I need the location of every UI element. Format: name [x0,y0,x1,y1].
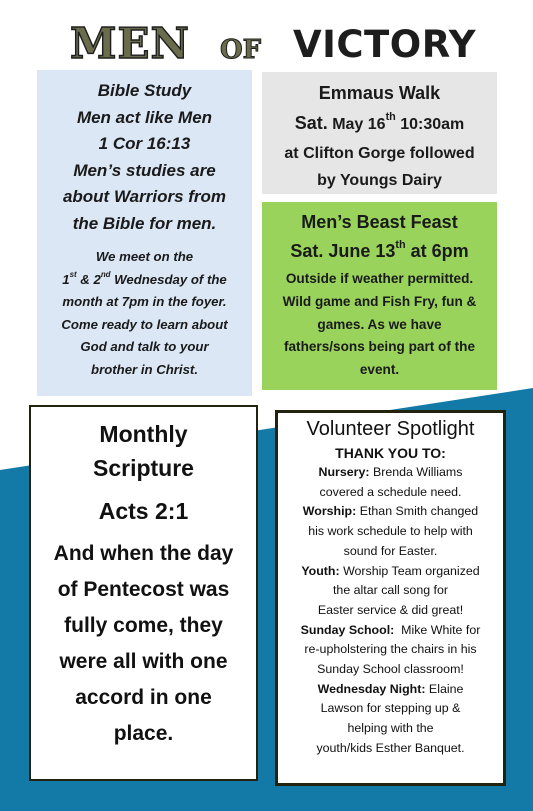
ordinal-suffix: st [69,270,77,280]
volunteer-entry-nursery [278,463,503,502]
volunteer-entry-sunday-school [278,621,503,680]
details-line: God and talk to your [80,339,209,355]
ordinal-suffix: th [385,111,396,124]
bible-study-details [37,246,252,382]
bible-study-title: Bible Study [97,81,192,100]
entry-text: Brenda Williams [369,465,463,479]
verse-line: fully come, they [64,614,223,637]
bible-study-line: Men act like Men [76,107,213,127]
bible-study-line: Men’s studies are [73,160,216,180]
details-line: brother in Christ. [91,361,198,377]
ordinal-suffix: nd [100,270,111,280]
title-victory: VICTORY [293,23,477,66]
bible-study-line: 1 Cor 16:13 [98,134,191,153]
scripture-title: Monthly [99,421,188,447]
ordinal-num: 2 [93,271,101,287]
entry-line: youth/kids Esther Banquet. [316,740,465,755]
details-line: fathers/sons being part of the [283,339,476,355]
feast-time: at 6pm [405,241,469,261]
details-line: Outside if weather permitted. [285,271,474,286]
details-line: Wild game and Fish Fry, fun & [282,293,477,309]
volunteer-entry-worship [278,502,503,561]
entry-line: helping with the [347,721,434,736]
entry-line: sound for Easter. [343,543,438,558]
details-line [37,269,252,292]
ordinal-suffix: th [395,239,406,252]
entry-line: Sunday School classroom! [317,662,464,677]
entry-label: Nursery: [318,465,370,479]
title-of: OF [220,35,262,65]
emmaus-time: 10:30am [395,116,465,133]
entry-text: Worship Team organized [339,563,480,578]
entry-line: covered a schedule need. [319,484,462,499]
details-line: We meet on the [95,249,194,264]
details-line: month at 7pm in the foyer. [62,294,227,310]
entry-line [278,502,503,522]
beast-feast-date [262,237,497,266]
verse-line: place. [113,722,174,745]
entry-line: the altar call song for [332,583,449,598]
scripture-title: Scripture [93,455,194,481]
emmaus-date [262,108,497,140]
page-title [0,18,533,68]
emmaus-walk-box [262,72,497,194]
entry-text: Elaine [425,681,464,696]
entry-line: Easter service & did great! [317,602,464,617]
scripture-verse [31,536,256,752]
feast-date-text: Sat. June 13 [290,241,396,261]
emmaus-location: at Clifton Gorge followed [284,145,475,162]
details-text: Wednesday of the [110,271,227,287]
scripture-reference: Acts 2:1 [98,498,189,524]
verse-line: accord in one [75,686,212,709]
bible-study-line: about Warriors from [62,187,227,206]
beast-feast-details [262,268,497,382]
beast-feast-title: Men’s Beast Feast [301,212,458,232]
volunteer-spotlight-box [275,410,506,786]
entry-label: Worship: [302,504,357,519]
details-line: event. [359,362,400,378]
verse-line: And when the day [53,542,234,565]
verse-line: were all with one [59,650,228,673]
bible-study-box [37,70,252,396]
entry-line: Lawson for stepping up & [320,701,461,716]
entry-text: Mike White for [394,622,481,637]
bible-study-line: the Bible for men. [72,213,217,233]
entry-line: re-upholstering the chairs in his [304,642,477,657]
details-line: games. As we have [317,316,442,332]
ordinal-num: 1 [62,271,70,287]
volunteer-title: Volunteer Spotlight [306,418,475,440]
volunteer-entry-youth [278,562,503,621]
entry-label: Sunday School: [300,622,395,637]
entry-line: his work schedule to help with [308,524,473,539]
entry-text: Ethan Smith changed [356,504,479,519]
entry-line [278,562,503,582]
thank-you-heading: THANK YOU TO: [335,445,446,461]
volunteer-entry-wednesday-night [278,680,503,759]
entry-label: Wednesday Night: [317,681,426,696]
emmaus-month-day: May 16 [327,116,386,133]
emmaus-day: Sat. [294,113,328,133]
beast-feast-box [262,202,497,390]
verse-line: of Pentecost was [57,578,230,601]
emmaus-title: Emmaus Walk [318,83,441,103]
monthly-scripture-box [29,405,258,781]
entry-label: Youth: [301,563,340,578]
ampersand: & [76,271,94,287]
entry-line [278,621,503,641]
emmaus-location: by Youngs Dairy [317,172,442,189]
title-men: MEN [70,19,190,68]
details-line: Come ready to learn about [61,316,228,332]
entry-line [278,463,503,483]
entry-line [278,680,503,700]
